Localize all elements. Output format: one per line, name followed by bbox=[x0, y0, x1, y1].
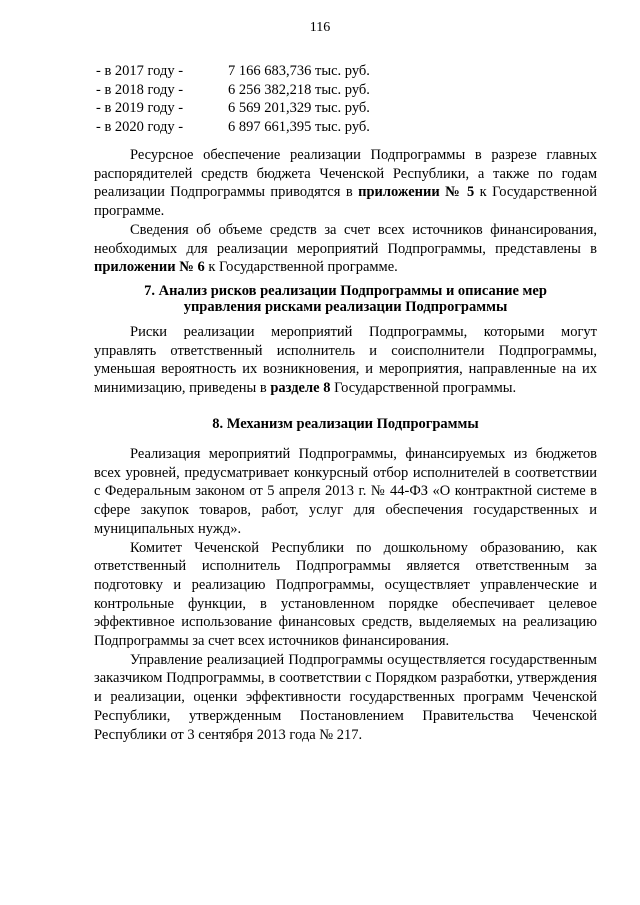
funding-year: - в 2017 году - bbox=[96, 63, 184, 79]
section-7-body bbox=[94, 323, 597, 398]
funding-amount: 6 256 382,218 тыс. руб. bbox=[228, 81, 370, 98]
section-8-body bbox=[94, 445, 597, 744]
resource-provision-paragraph: Ресурсное обеспечение реализации Подпрограммы в разрезе главных распорядителей средств бюджета Чеченской Республики, а также по годам реализации Подпрограммы приводятся в приложении № 5 к Государственной программе. bbox=[94, 147, 597, 220]
funding-row bbox=[96, 62, 370, 81]
section-8-heading: 8. Механизм реализации Подпрограммы bbox=[212, 416, 479, 432]
funding-year: - в 2019 году - bbox=[96, 100, 184, 116]
funding-amount: 6 569 201,329 тыс. руб. bbox=[228, 100, 370, 116]
funding-row bbox=[96, 118, 370, 137]
funding-sources-paragraph: Сведения об объеме средств за счет всех источников финансирования, необходимых для реализации мероприятий Подпрограммы, представлены в приложении № 6 к Государственной программе. bbox=[94, 221, 597, 276]
funding-row bbox=[96, 81, 370, 100]
risks-paragraph: Риски реализации мероприятий Подпрограммы, которыми могут управлять ответственный исполнитель и соисполнители Подпрограммы, уменьшая вероятность их возникновения, и мероприятия, направленные на их минимизацию, приведены в разделе 8 Государственной программы. bbox=[94, 324, 597, 397]
management-paragraph: Управление реализацией Подпрограммы осуществляется государственным заказчиком Подпрограммы, в соответствии с Порядком разработки, утверждения и реализации, оценки эффективности государственных программ Чеченской Республики, утвержденным Постановлением Правительства Чеченской Республики от 3 сентября 2013 года № 217. bbox=[94, 651, 597, 743]
implementation-paragraph: Реализация мероприятий Подпрограммы, финансируемых из бюджетов всех уровней, предусматривает конкурсный отбор исполнителей в соответствии с Федеральным законом от 5 апреля 2013 г. № 44-ФЗ «О контрактной системе в сфере закупок товаров, работ, услуг для обеспечения государственных и муниципальных нужд». bbox=[94, 446, 597, 537]
funding-year: - в 2020 году - bbox=[96, 118, 184, 135]
section-7-heading: 7. Анализ рисков реализации Подпрограммы и описание мер управления рисками реализации Подпрограммы bbox=[144, 283, 547, 315]
funding-amount: 7 166 683,736 тыс. руб. bbox=[228, 63, 370, 79]
funding-amount: 6 897 661,395 тыс. руб. bbox=[228, 118, 370, 135]
funding-year: - в 2018 году - bbox=[96, 81, 184, 98]
page-number: 116 bbox=[309, 20, 331, 35]
funding-by-year-list bbox=[96, 62, 370, 136]
committee-paragraph: Комитет Чеченской Республики по дошкольному образованию, как ответственный исполнитель Подпрограммы является ответственным за подготовку и реализацию Подпрограммы, осуществляет управленческие и контрольные функции, в установленном порядке обеспечивает целевое эффективное использование финансовых средств, выделяемых на реализацию Подпрограммы за счет всех источников финансирования. bbox=[94, 539, 597, 650]
funding-row bbox=[96, 99, 370, 118]
resource-paragraphs bbox=[94, 146, 597, 277]
